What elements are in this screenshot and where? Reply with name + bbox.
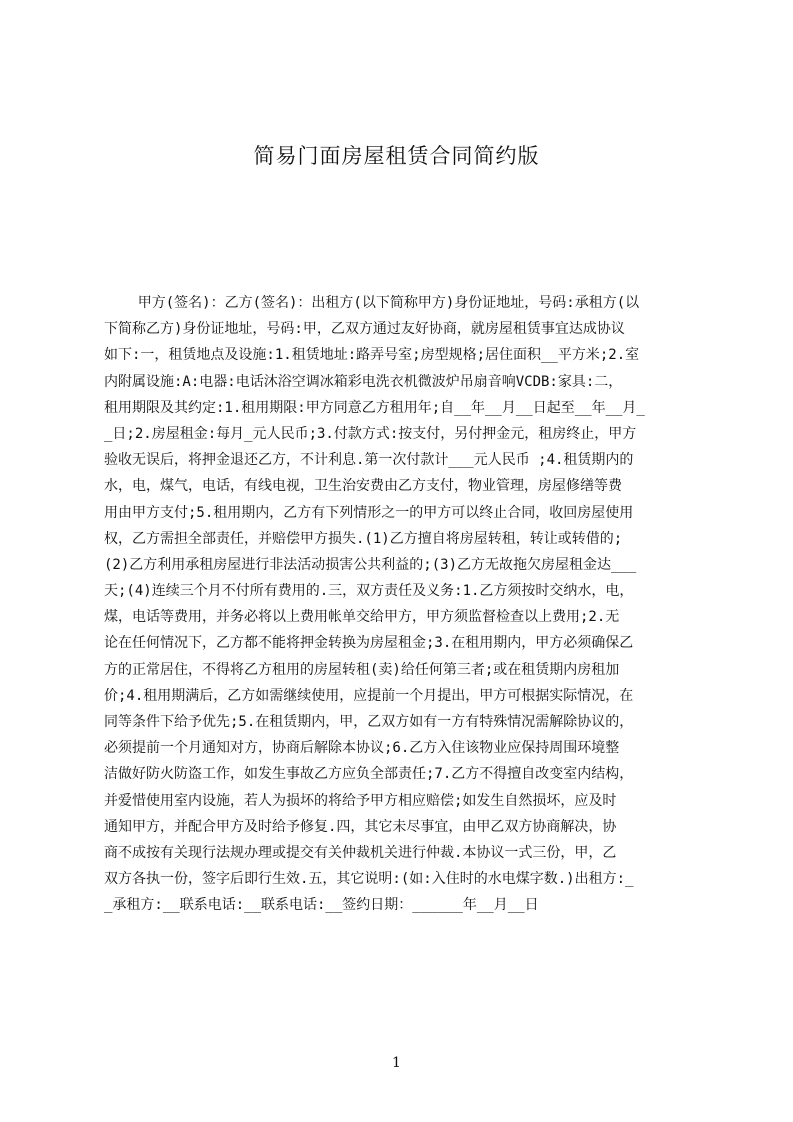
body-line: 必须提前一个月通知对方，协商后解除本协议;6.乙方入住该物业应保持周围环境整 (104, 740, 620, 757)
body-line: 论在任何情况下，乙方都不能将押金转换为房屋租金;3.在租用期内，甲方必须确保乙 (104, 635, 634, 652)
body-line: 权，乙方需担全部责任，并赔偿甲方损失.(1)乙方擅自将房屋转租，转让或转借的; (104, 530, 623, 547)
body-line: (2)乙方利用承租房屋进行非法活动损害公共利益的;(3)乙方无故拖欠房屋租金达___ (104, 556, 637, 573)
body-line: 如下:一，租赁地点及设施:1.租赁地址:路弄号室;房型规格;居住面积__平方米;2.室 (104, 347, 640, 364)
body-line: 方的正常居住，不得将乙方租用的房屋转租(卖)给任何第三者;或在租赁期内房租加 (104, 661, 620, 678)
body-line: 并爱惜使用室内设施，若人为损坏的将给予甲方相应赔偿;如发生自然损坏，应及时 (104, 792, 617, 809)
contract-body (104, 290, 698, 930)
body-line: 洁做好防火防盗工作，如发生事故乙方应负全部责任;7.乙方不得擅自改变室内结构， (104, 766, 634, 783)
body-line: _日;2.房屋租金:每月_元人民币;3.付款方式:按支付，另付押金元，租房终止，甲方 (104, 425, 637, 442)
body-line: 双方各执一份，签字后即行生效.五，其它说明:(如:入住时的水电煤字数.)出租方:_ (104, 871, 634, 888)
body-line: 验收无误后，将押金退还乙方，不计利息.第一次付款计___元人民币 ;4.租赁期内的 (104, 452, 634, 469)
body-line: 煤，电话等费用，并务必将以上费用帐单交给甲方，甲方须监督检查以上费用;2.无 (104, 609, 620, 626)
body-line: 通知甲方，并配合甲方及时给予修复.四，其它未尽事宜，由甲乙双方协商解决，协 (104, 818, 617, 835)
body-line: 价;4.租用期满后，乙方如需继续使用，应提前一个月提出，甲方可根据实际情况，在 (104, 687, 634, 704)
body-line: 租用期限及其约定:1.租用期限:甲方同意乙方租用年;自__年__月__日起至__年__月_ (104, 399, 645, 416)
document-title: 简易门面房屋租赁合同简约版 (253, 144, 540, 168)
page-number: 1 (392, 1055, 401, 1071)
body-line: 同等条件下给予优先;5.在租赁期内，甲，乙双方如有一方有特殊情况需解除协议的， (104, 714, 634, 730)
body-line: 商不成按有关现行法规办理或提交有关仲裁机关进行仲裁.本协议一式三份，甲，乙 (104, 844, 617, 861)
body-line: 天;(4)连续三个月不付所有费用的.三，双方责任及义务:1.乙方须按时交纳水，电， (104, 583, 634, 600)
body-line: 内附属设施:A:电器:电话沐浴空调冰箱彩电洗衣机微波炉吊扇音响VCDB:家具:二， (104, 373, 623, 390)
body-line: 水，电，煤气，电话，有线电视，卫生治安费由乙方支付，物业管理，房屋修缮等费 (104, 478, 622, 495)
body-line: _承租方:__联系电话:__联系电话:__签约日期：______年__月__日 (104, 897, 539, 914)
body-line: 用由甲方支付;5.租用期内，乙方有下列情形之一的甲方可以终止合同，收回房屋使用 (104, 504, 634, 521)
body-line: 下简称乙方)身份证地址，号码:甲，乙双方通过友好协商，就房屋租赁事宜达成协议 (104, 321, 625, 338)
body-line: 甲方(签名)：乙方(签名)：出租方(以下简称甲方)身份证地址，号码:承租方(以 (104, 295, 640, 311)
